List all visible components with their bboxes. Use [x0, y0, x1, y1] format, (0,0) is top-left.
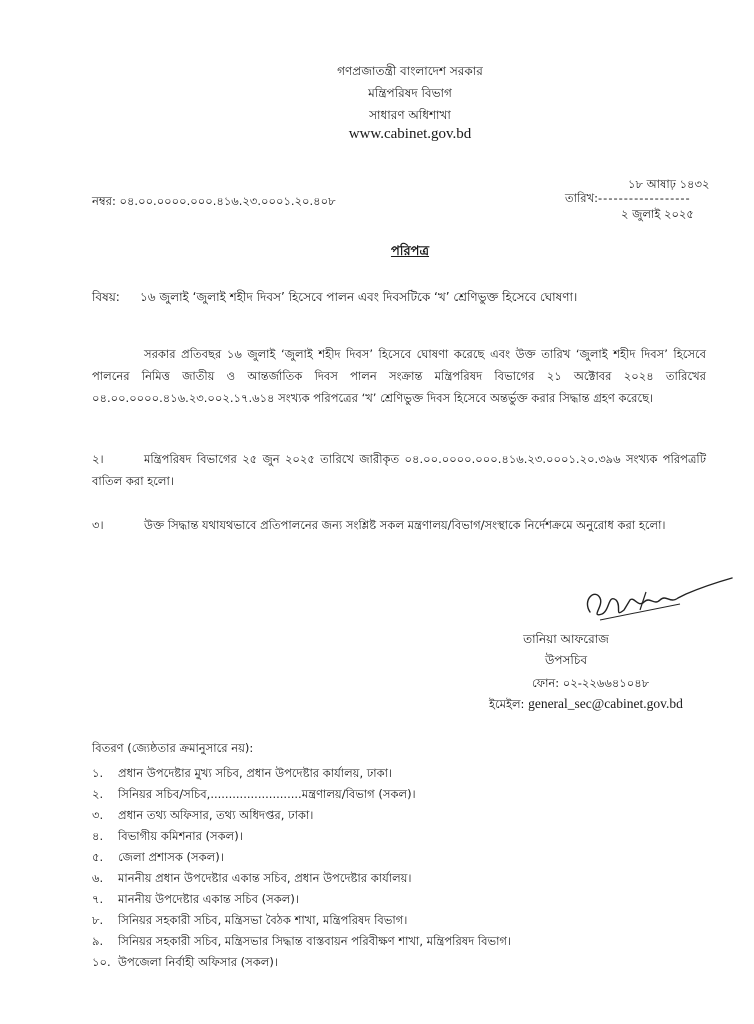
signatory-email-row	[489, 696, 683, 715]
date-english: ২ জুলাই ২০২৫	[621, 207, 694, 221]
list-item	[92, 849, 224, 868]
email-label: ইমেইল:	[489, 697, 525, 711]
document-title: পরিপত্র	[390, 244, 430, 259]
list-item	[92, 807, 313, 826]
list-item-text: সিনিয়র সহকারী সচিব, মন্ত্রিসভার সিদ্ধান্ত বাস্তবায়ন পরিবীক্ষণ শাখা, মন্ত্রিপরিষদ বিভাগ।	[118, 934, 512, 948]
list-item-number: ৪.	[92, 829, 104, 843]
list-item-text: প্রধান তথ্য অফিসার, তথ্য অধিদপ্তর, ঢাকা।	[118, 808, 314, 822]
paragraph-3-text: উক্ত সিদ্ধান্ত যথাযথভাবে প্রতিপালনের জন্য সংশ্লিষ্ট সকল মন্ত্রণালয়/বিভাগ/সংস্থাকে নির্দেশক্রমে অনুরোধ করা হলো।	[144, 518, 666, 532]
date-bangla: ১৮ আষাঢ় ১৪৩২	[628, 177, 710, 191]
header-section: সাধারণ অধিশাখা	[369, 108, 451, 122]
list-item-text: বিভাগীয় কমিশনার (সকল)।	[118, 829, 243, 843]
memo-number: নম্বর: ০৪.০০.০০০০.০০০.৪১৬.২৩.০০০১.২০.৪০৮	[92, 194, 336, 208]
paragraph-2	[92, 448, 706, 492]
date-label: তারিখ:	[565, 191, 599, 205]
list-item-text: উপজেলা নির্বাহী অফিসার (সকল)।	[118, 955, 278, 969]
list-item-text: সিনিয়র সচিব/সচিব,.........................মন্ত্রণালয়/বিভাগ (সকল)।	[118, 787, 416, 801]
handwritten-signature	[560, 570, 740, 630]
list-item-number: ৫.	[92, 850, 104, 864]
list-item	[92, 912, 407, 931]
list-item	[92, 786, 416, 805]
list-item	[92, 933, 511, 952]
list-item-number: ৭.	[92, 892, 104, 906]
list-item	[92, 891, 299, 910]
list-item-number: ৮.	[92, 913, 104, 927]
list-item-text: মাননীয় উপদেষ্টার একান্ত সচিব (সকল)।	[118, 892, 299, 906]
list-item-text: সিনিয়র সহকারী সচিব, মন্ত্রিসভা বৈঠক শাখা, মন্ত্রিপরিষদ বিভাগ।	[118, 913, 408, 927]
signatory-designation: উপসচিব	[544, 653, 588, 667]
subject-text: ১৬ জুলাই ‘জুলাই শহীদ দিবস’ হিসেবে পালন এবং দিবসটিকে ‘খ’ শ্রেণিভুক্ত হিসেবে ঘোষণা।	[140, 290, 578, 304]
list-item-number: ৩.	[92, 808, 104, 822]
paragraph-2-text: মন্ত্রিপরিষদ বিভাগের ২৫ জুন ২০২৫ তারিখে জারীকৃত ০৪.০০.০০০০.০০০.৪১৬.২৩.০০০১.২০.৩৯৬ সংখ্যক পরিপত্রটি বাতিল করা হলো।	[92, 452, 706, 488]
paragraph-3-number: ৩।	[92, 518, 104, 532]
date-separator: ------------------	[598, 191, 691, 205]
list-item-number: ৯.	[92, 934, 104, 948]
list-item-number: ২.	[92, 787, 104, 801]
paragraph-1: সরকার প্রতিবছর ১৬ জুলাই ‘জুলাই শহীদ দিবস’ হিসেবে ঘোষণা করেছে এবং উক্ত তারিখ ‘জুলাই শহীদ দিবস’ হিসেবে পালনের নিমিত্ত জাতীয় ও আন্তর্জাতিক দিবস পালন সংক্রান্ত মন্ত্রিপরিষদ বিভাগের ২১ অক্টোবর ২০২৪ তারিখের ০৪.০০.০০০০.৪১৬.২৩.০০২.১৭.৬১৪ সংখ্যক পরিপত্রের ‘খ’ শ্রেণিভুক্ত দিবস হিসেবে অন্তর্ভুক্ত করার সিদ্ধান্ত গ্রহণ করেছে।	[92, 347, 706, 405]
header-website-link[interactable]: www.cabinet.gov.bd	[348, 126, 472, 142]
signatory-phone: ফোন: ০২-২২৬৬৪১০৪৮	[532, 676, 650, 690]
list-item-number: ১.	[92, 766, 104, 780]
list-item-number: ১০.	[92, 955, 111, 969]
list-item	[92, 828, 243, 847]
header-division: মন্ত্রিপরিষদ বিভাগ	[368, 86, 452, 100]
header-government: গণপ্রজাতন্ত্রী বাংলাদেশ সরকার	[337, 64, 483, 78]
list-item-number: ৬.	[92, 871, 104, 885]
list-item-text: প্রধান উপদেষ্টার মুখ্য সচিব, প্রধান উপদেষ্টার কার্যালয়, ঢাকা।	[118, 766, 393, 780]
list-item-text: জেলা প্রশাসক (সকল)।	[118, 850, 224, 864]
subject-label: বিষয়:	[92, 290, 120, 304]
list-item-text: মাননীয় প্রধান উপদেষ্টার একান্ত সচিব, প্রধান উপদেষ্টার কার্যালয়।	[118, 871, 412, 885]
list-item	[92, 954, 278, 973]
distribution-heading: বিতরণ (জ্যেষ্ঠতার ক্রমানুসারে নয়):	[92, 741, 254, 755]
signatory-name: তানিয়া আফরোজ	[523, 632, 609, 646]
paragraph-2-number: ২।	[92, 452, 104, 466]
email-link[interactable]: general_sec@cabinet.gov.bd	[528, 696, 683, 711]
list-item	[92, 765, 392, 784]
list-item	[92, 870, 412, 889]
paragraph-3	[92, 514, 706, 536]
